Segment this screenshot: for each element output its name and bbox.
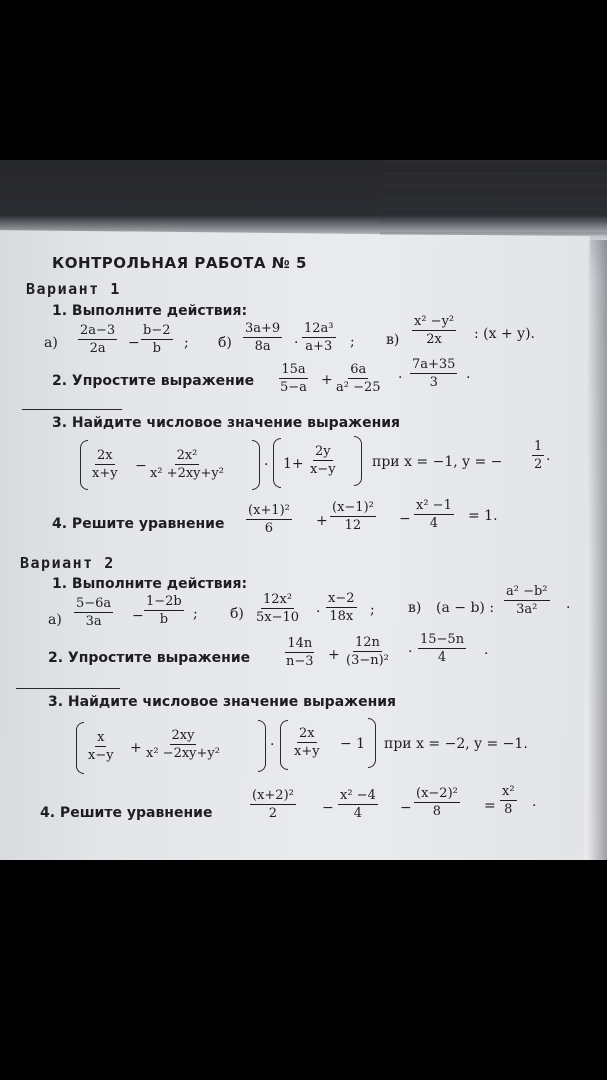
v1-t4-operator-2: −	[399, 511, 411, 527]
v2-task-2-label: 2. Упростите выражение	[48, 650, 251, 666]
v2-task-4-label: 4. Решите уравнение	[40, 805, 213, 821]
v1-t1-a-operator: −	[128, 335, 140, 351]
v1-t4-tail: = 1.	[468, 508, 498, 524]
v1-t2-end: .	[466, 366, 471, 382]
v1-t4-fraction-1: $\frac{\text{(x+1)²}}{6}$	[248, 503, 290, 536]
v2-t3-fraction-3: $\frac{2x}{x+y}$	[294, 726, 320, 759]
v1-t3-operator: −	[135, 458, 147, 474]
v1-t1-c-fraction: $\frac{\text{x² −y²}}{2x}$	[414, 314, 455, 347]
v2-t4-operator-2: −	[400, 800, 412, 816]
v2-t4-fraction-2: $\frac{\text{x² −4}}{4}$	[340, 788, 376, 821]
v2-t1-b-operator: ·	[316, 604, 321, 620]
separator-line-2	[16, 688, 120, 689]
v1-t2-fraction-1: $\frac{15a}{5-a}$	[280, 362, 307, 395]
v1-t1-b-marker: б)	[218, 335, 232, 351]
v2-t3-fraction-2: $\frac{2xy}{\text{x² −2xy+y²}}$	[146, 728, 220, 761]
v1-task-4-label: 4. Решите уравнение	[52, 516, 225, 532]
v2-t4-equals: =	[484, 798, 496, 814]
v2-t3-paren-close-1	[258, 720, 266, 772]
v1-t4-operator-1: +	[316, 513, 328, 529]
page-title: КОНТРОЛЬНАЯ РАБОТА № 5	[52, 254, 307, 272]
v2-t1-b-end: ;	[370, 602, 375, 618]
v2-t2-end: .	[484, 642, 489, 658]
v1-t1-b-end: ;	[350, 334, 355, 350]
v1-task-2-label: 2. Упростите выражение	[52, 373, 255, 389]
v1-t3-fraction-2: $\frac{\text{2x²}}{\text{x² +2xy+y²}}$	[150, 448, 224, 481]
v2-t3-dot: ·	[270, 737, 275, 753]
v2-t3-fraction-1: $\frac{x}{x-y}$	[88, 730, 114, 763]
v1-t1-a-end: ;	[184, 335, 189, 351]
v2-t1-a-fraction-2: $\frac{1-2b}{b}$	[146, 594, 182, 627]
v1-t2-operator-1: +	[321, 372, 333, 388]
photo-frame	[0, 160, 607, 860]
v2-t4-operator-1: −	[322, 800, 334, 816]
v1-t2-fraction-2: $\frac{6a}{\text{a² −25}}$	[336, 362, 381, 395]
v2-t1-a-fraction-1: $\frac{5-6a}{3a}$	[76, 596, 112, 629]
variant-1-heading: Вариант 1	[26, 280, 121, 298]
v1-t3-fraction-3: $\frac{2y}{x-y}$	[310, 444, 336, 477]
v2-task-1-label: 1. Выполните действия:	[52, 576, 248, 592]
v1-t3-paren-open-1	[80, 440, 88, 490]
v1-t1-a-marker: а)	[44, 335, 58, 351]
v2-t1-c-end: .	[566, 596, 571, 612]
v1-t1-b-fraction-1: $\frac{3a+9}{8a}$	[245, 321, 281, 354]
v1-t1-c-tail: : (x + y).	[474, 326, 535, 342]
v2-t3-paren-close-2	[368, 718, 376, 768]
v1-t1-b-fraction-2: $\frac{\text{12a³}}{a+3}$	[304, 321, 334, 354]
v2-t4-fraction-4: $\frac{\text{x²}}{8}$	[502, 784, 515, 817]
v2-t2-operator-1: +	[328, 647, 340, 663]
v1-t2-fraction-3: $\frac{7a+35}{3}$	[412, 357, 456, 390]
v1-t4-fraction-3: $\frac{\text{x² −1}}{4}$	[416, 498, 452, 531]
v1-t3-fraction-1: $\frac{2x}{x+y}$	[92, 448, 118, 481]
v2-t2-operator-2: ·	[408, 644, 413, 660]
v2-t3-minus-one: − 1	[340, 736, 366, 752]
page-content	[0, 160, 607, 860]
variant-2-heading: Вариант 2	[20, 554, 115, 572]
v2-task-3-label: 3. Найдите числовое значение выражения	[48, 694, 397, 710]
v2-t4-fraction-1: $\frac{\text{(x+2)²}}{2}$	[252, 788, 294, 821]
v2-t1-a-marker: а)	[48, 612, 62, 628]
v1-t3-condition: при x = −1, y = −	[372, 454, 503, 470]
v2-t1-a-operator: −	[132, 608, 144, 624]
v1-task-1-label: 1. Выполните действия:	[52, 303, 248, 319]
v2-t3-operator: +	[130, 740, 142, 756]
v2-t2-fraction-2: $\frac{12n}{\text{(3−n)²}}$	[346, 635, 389, 668]
v1-task-3-label: 3. Найдите числовое значение выражения	[52, 415, 401, 431]
v1-t2-operator-2: ·	[398, 370, 403, 386]
v2-t1-c-fraction: $\frac{\text{a² −b²}}{\text{3a²}}$	[506, 584, 548, 617]
v2-t1-b-fraction-2: $\frac{x-2}{18x}$	[328, 591, 355, 624]
v1-t3-paren-open-2	[273, 438, 281, 488]
v2-t4-fraction-3: $\frac{\text{(x−2)²}}{8}$	[416, 786, 458, 819]
v2-t3-paren-open-1	[76, 722, 84, 774]
v2-t1-b-fraction-1: $\frac{\text{12x²}}{5x-10}$	[256, 592, 300, 625]
v2-t4-end: .	[532, 794, 537, 810]
v1-t3-dot: ·	[264, 457, 269, 473]
v2-t1-a-end: ;	[193, 606, 198, 622]
separator-line	[22, 409, 122, 410]
v1-t3-end: .	[546, 448, 551, 464]
v1-t3-condition-fraction: $\frac{1}{2}$	[534, 439, 543, 472]
v1-t1-a-fraction-2: $\frac{b-2}{b}$	[143, 323, 171, 356]
v2-t2-fraction-1: $\frac{14n}{n-3}$	[286, 636, 314, 669]
v1-t3-paren-close-1	[252, 440, 260, 490]
v1-t3-paren-close-2	[354, 436, 362, 486]
v1-t4-fraction-2: $\frac{\text{(x−1)²}}{12}$	[332, 500, 374, 533]
v2-t3-condition: при x = −2, y = −1.	[384, 736, 528, 752]
v2-t2-fraction-3: $\frac{15-5n}{4}$	[420, 632, 465, 665]
v1-t3-one-plus: 1+	[283, 456, 304, 472]
v1-t1-a-fraction-1: $\frac{2a-3}{2a}$	[80, 323, 116, 356]
v1-t1-b-operator: ·	[294, 335, 299, 351]
v2-t3-paren-open-2	[280, 720, 288, 770]
v1-t1-c-marker: в)	[386, 332, 400, 348]
v2-t1-c-prefix: (a − b) :	[436, 600, 495, 616]
v2-t1-b-marker: б)	[230, 606, 244, 622]
v2-t1-c-marker: в)	[408, 600, 422, 616]
